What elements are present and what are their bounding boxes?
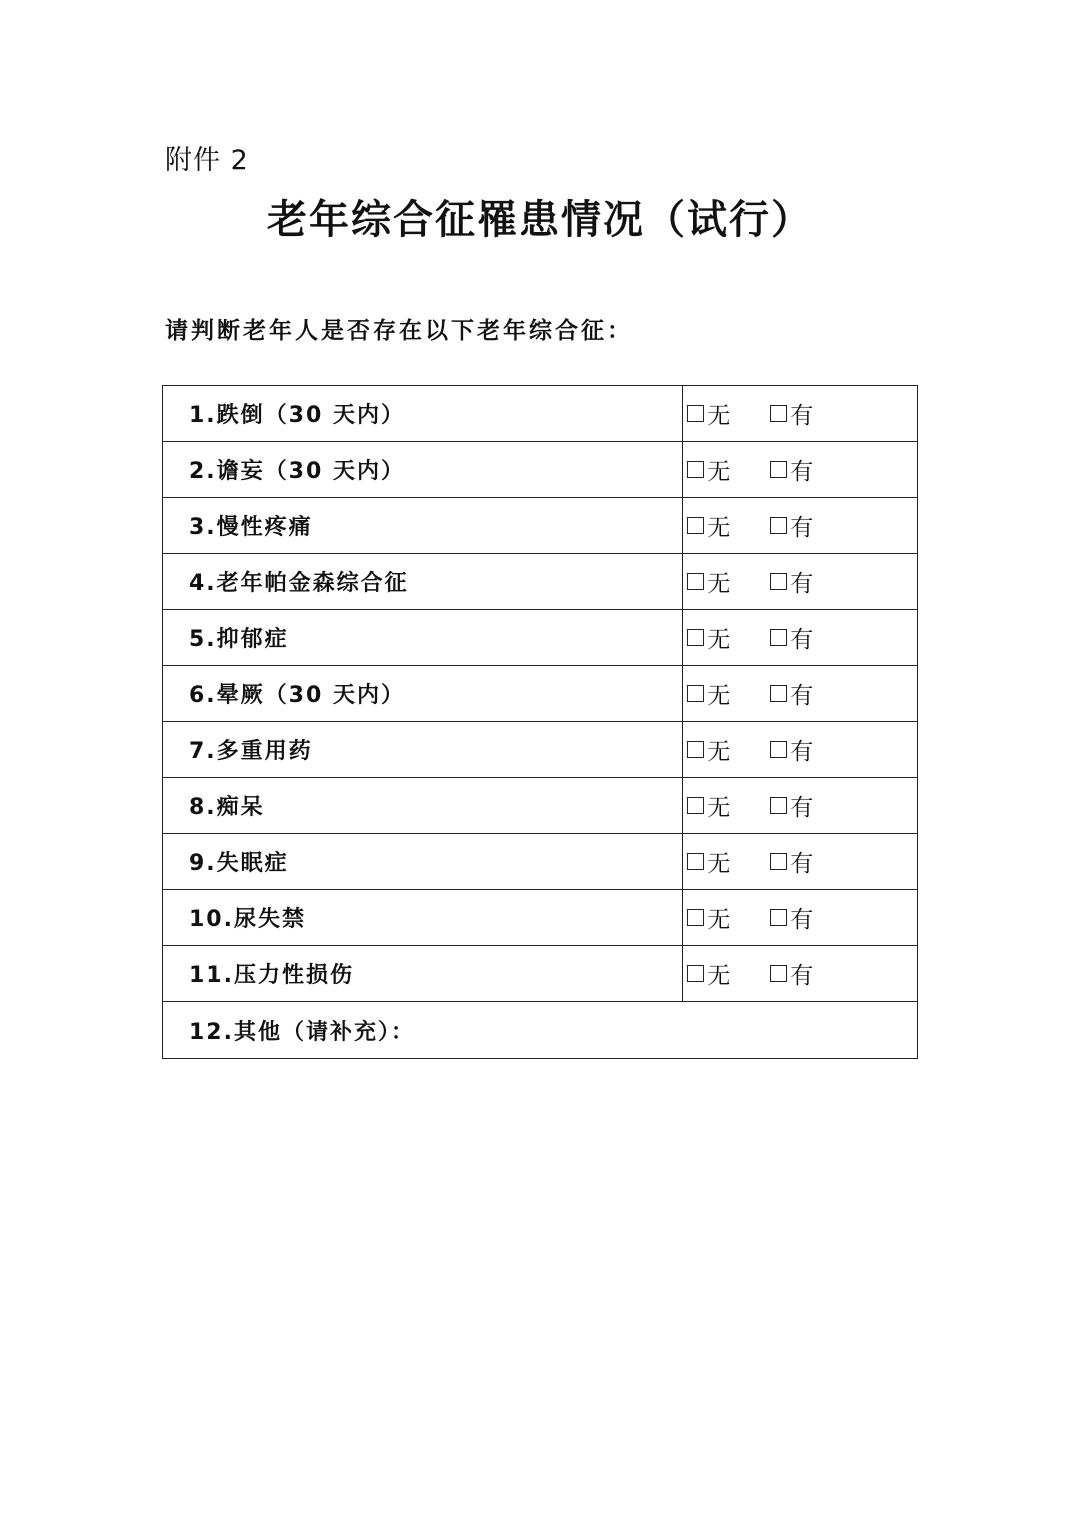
checkbox-yes[interactable] [770,789,813,822]
item-label: 1.跌倒（30 天内） [163,386,683,442]
item-label: 5.抑郁症 [163,610,683,666]
table-row [163,610,918,666]
option-label: 无 [707,571,731,597]
checkbox-square-icon[interactable] [687,573,704,590]
item-label: 3.慢性疼痛 [163,498,683,554]
checkbox-square-icon[interactable] [770,405,787,422]
checkbox-square-icon[interactable] [770,517,787,534]
options-cell [683,778,918,834]
options-cell [683,834,918,890]
option-label: 无 [707,683,731,709]
option-label: 无 [707,851,731,877]
options-cell [683,442,918,498]
table-row [163,498,918,554]
options-cell [683,498,918,554]
checkbox-square-icon[interactable] [687,629,704,646]
checkbox-square-icon[interactable] [770,853,787,870]
option-label: 有 [790,851,814,877]
checkbox-none[interactable] [687,845,730,878]
other-item-label[interactable]: 12.其他（请补充）： [163,1002,918,1059]
option-label: 无 [707,403,731,429]
table-row [163,946,918,1002]
checkbox-none[interactable] [687,565,730,598]
checkbox-yes[interactable] [770,733,813,766]
table-row [163,834,918,890]
checkbox-none[interactable] [687,789,730,822]
option-label: 无 [707,907,731,933]
checkbox-yes[interactable] [770,509,813,542]
item-label: 11.压力性损伤 [163,946,683,1002]
checkbox-square-icon[interactable] [687,461,704,478]
option-label: 有 [790,627,814,653]
option-label: 有 [790,795,814,821]
option-label: 有 [790,963,814,989]
checkbox-yes[interactable] [770,565,813,598]
checkbox-none[interactable] [687,957,730,990]
table-row [163,386,918,442]
checkbox-yes[interactable] [770,397,813,430]
checkbox-none[interactable] [687,621,730,654]
checkbox-square-icon[interactable] [770,909,787,926]
checkbox-none[interactable] [687,453,730,486]
options-cell [683,554,918,610]
table-row-other [163,1002,918,1059]
options-cell [683,386,918,442]
checkbox-none[interactable] [687,397,730,430]
checkbox-square-icon[interactable] [687,517,704,534]
checkbox-square-icon[interactable] [687,685,704,702]
option-label: 有 [790,459,814,485]
table-row [163,442,918,498]
option-label: 无 [707,627,731,653]
checkbox-square-icon[interactable] [770,629,787,646]
options-cell [683,946,918,1002]
checkbox-none[interactable] [687,733,730,766]
option-label: 有 [790,403,814,429]
item-label: 10.尿失禁 [163,890,683,946]
checkbox-none[interactable] [687,901,730,934]
option-label: 无 [707,515,731,541]
option-label: 有 [790,515,814,541]
checkbox-yes[interactable] [770,845,813,878]
table-row [163,666,918,722]
checkbox-none[interactable] [687,677,730,710]
checkbox-square-icon[interactable] [770,685,787,702]
checkbox-square-icon[interactable] [687,853,704,870]
table-row [163,554,918,610]
checkbox-square-icon[interactable] [687,797,704,814]
option-label: 无 [707,739,731,765]
option-label: 有 [790,739,814,765]
option-label: 有 [790,907,814,933]
checkbox-yes[interactable] [770,677,813,710]
option-label: 无 [707,963,731,989]
item-label: 8.痴呆 [163,778,683,834]
table-row [163,722,918,778]
option-label: 无 [707,795,731,821]
checkbox-square-icon[interactable] [687,909,704,926]
item-label: 4.老年帕金森综合征 [163,554,683,610]
attachment-label: 附件 2 [165,145,249,176]
option-label: 有 [790,571,814,597]
checkbox-yes[interactable] [770,453,813,486]
checkbox-square-icon[interactable] [770,461,787,478]
table-row [163,778,918,834]
checkbox-yes[interactable] [770,957,813,990]
checkbox-none[interactable] [687,509,730,542]
item-label: 9.失眠症 [163,834,683,890]
options-cell [683,722,918,778]
syndrome-checklist-table [162,385,918,1059]
item-label: 7.多重用药 [163,722,683,778]
checkbox-yes[interactable] [770,901,813,934]
options-cell [683,610,918,666]
checkbox-square-icon[interactable] [687,405,704,422]
checkbox-square-icon[interactable] [770,797,787,814]
checkbox-square-icon[interactable] [770,573,787,590]
checkbox-square-icon[interactable] [770,741,787,758]
checkbox-yes[interactable] [770,621,813,654]
option-label: 无 [707,459,731,485]
options-cell [683,890,918,946]
option-label: 有 [790,683,814,709]
checkbox-square-icon[interactable] [687,741,704,758]
checkbox-square-icon[interactable] [687,965,704,982]
item-label: 6.晕厥（30 天内） [163,666,683,722]
table-row [163,890,918,946]
item-label: 2.谵妄（30 天内） [163,442,683,498]
checkbox-square-icon[interactable] [770,965,787,982]
options-cell [683,666,918,722]
page-title: 老年综合征罹患情况（试行） [267,197,813,243]
instruction-text: 请判断老年人是否存在以下老年综合征： [165,318,633,344]
